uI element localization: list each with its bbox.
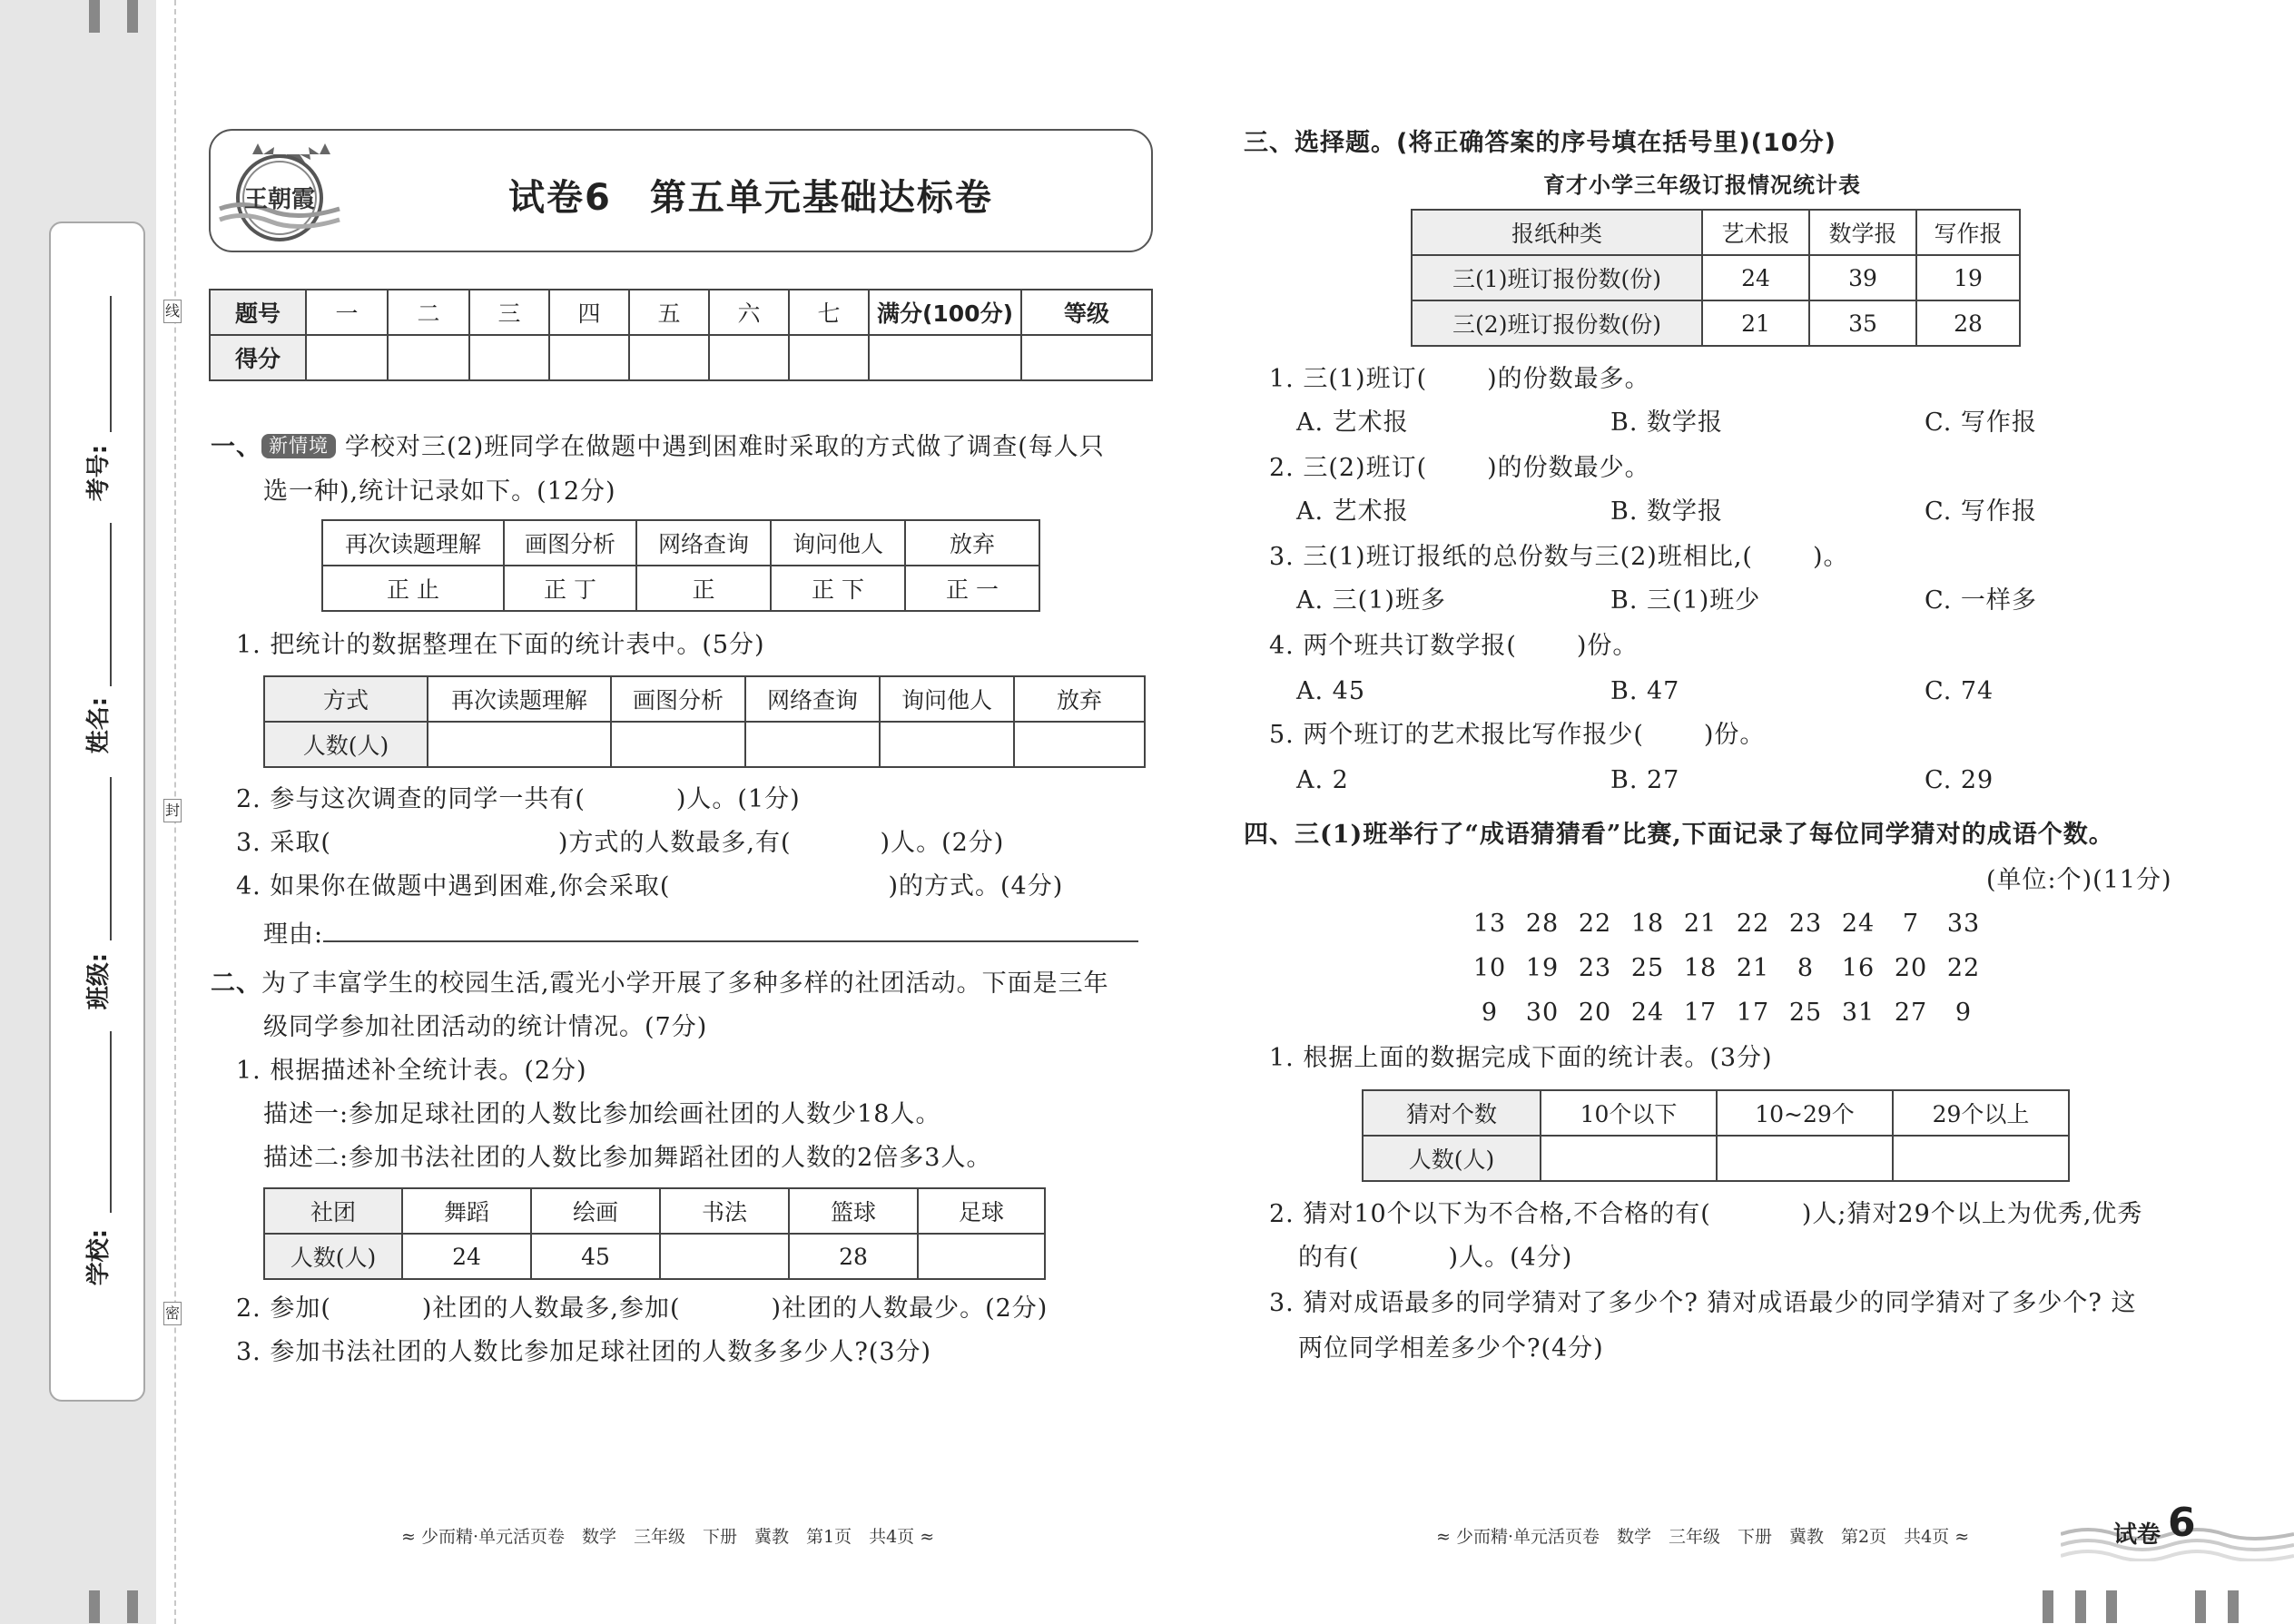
- newspaper-value: 24: [1702, 255, 1809, 300]
- option-a[interactable]: A. 艺术报: [1296, 408, 1409, 437]
- data-value: 27: [1894, 999, 1928, 1027]
- data-value: 24: [1630, 999, 1665, 1027]
- tally-header: 再次读题理解: [322, 520, 504, 566]
- newspaper-value: 39: [1809, 255, 1916, 300]
- option-a[interactable]: A. 45: [1296, 677, 1366, 705]
- cut-mark-line: 线: [163, 300, 182, 323]
- q2-desc1: 描述一:参加足球社团的人数比参加绘画社团的人数少18人。: [263, 1100, 941, 1128]
- q2-sub2: 2. 参加( )社团的人数最多,参加( )社团的人数最少。(2分): [236, 1294, 1049, 1323]
- data-value: 22: [1736, 910, 1770, 938]
- q1-line2: 选一种),统计记录如下。(12分): [263, 477, 616, 506]
- reason-line[interactable]: [323, 919, 1138, 942]
- page-title: 试卷6 第五单元基础达标卷: [508, 177, 993, 219]
- name-label: 姓名:: [85, 696, 113, 754]
- q1-sub3: 3. 采取( )方式的人数最多,有( )人。(2分): [236, 829, 1005, 857]
- data-value: 25: [1630, 954, 1665, 982]
- newspaper-value: 35: [1809, 300, 1916, 346]
- idiom-row-label: 人数(人): [1363, 1136, 1541, 1181]
- score-header-cell: 一: [306, 290, 388, 335]
- newspaper-value: 19: [1916, 255, 2020, 300]
- class-label: 班级:: [85, 952, 113, 1010]
- page-tick: [2075, 1590, 2086, 1623]
- score-cell[interactable]: [709, 335, 789, 380]
- data-row: [1463, 1000, 1990, 1025]
- data-value: 21: [1736, 954, 1770, 982]
- data-value: 21: [1683, 910, 1718, 938]
- q4-sub3-line1: 3. 猜对成语最多的同学猜对了多少个? 猜对成语最少的同学猜对了多少个? 这: [1269, 1289, 2137, 1317]
- club-table: [263, 1187, 1046, 1280]
- score-header-cell: 题号: [210, 290, 306, 335]
- footer-right: ≈ 少而精·单元活页卷 数学 三年级 下册 冀教 第2页 共4页 ≈: [1436, 1527, 1970, 1547]
- club-row-label: 人数(人): [264, 1234, 402, 1279]
- score-cell[interactable]: [549, 335, 629, 380]
- cut-mark-secret: 密: [163, 1302, 182, 1325]
- idiom-header: 29个以上: [1893, 1090, 2069, 1136]
- newspaper-value: 28: [1916, 300, 2020, 346]
- data-value: 23: [1788, 910, 1823, 938]
- school-line[interactable]: [110, 1031, 112, 1213]
- tally-header: 询问他人: [771, 520, 905, 566]
- option-b[interactable]: B. 数学报: [1610, 497, 1724, 526]
- score-cell[interactable]: [388, 335, 469, 380]
- q3-item2-stem: 2. 三(2)班订( )的份数最少。: [1269, 454, 1650, 482]
- q3-item5-stem: 5. 两个班订的艺术报比写作报少( )份。: [1269, 721, 1766, 749]
- answer-cell[interactable]: [428, 722, 611, 767]
- q1-text: 学校对三(2)班同学在做题中遇到困难时采取的方式做了调查(每人只: [345, 433, 1105, 461]
- data-value: 8: [1797, 954, 1815, 982]
- tally-table: [321, 519, 1040, 612]
- score-header-cell: 六: [709, 290, 789, 335]
- q2-number: 二、: [211, 969, 261, 998]
- cut-mark-seal: 封: [163, 799, 182, 822]
- q4-sub2-line2: 的有( )人。(4分): [1298, 1244, 1573, 1272]
- page-tick: [2195, 1590, 2206, 1623]
- data-value: 9: [1481, 999, 1499, 1027]
- data-value: 28: [1525, 910, 1560, 938]
- score-cell[interactable]: [306, 335, 388, 380]
- score-header-cell: 三: [469, 290, 549, 335]
- q2-desc2: 描述二:参加书法社团的人数比参加舞蹈社团的人数的2倍多3人。: [263, 1144, 992, 1172]
- stat-header: 网络查询: [745, 676, 880, 722]
- page-tick: [89, 0, 100, 33]
- answer-cell[interactable]: [880, 722, 1014, 767]
- page-tick: [2106, 1590, 2117, 1623]
- answer-cell[interactable]: [1893, 1136, 2069, 1181]
- q2-sub1: 1. 根据描述补全统计表。(2分): [236, 1057, 587, 1085]
- newspaper-value: 21: [1702, 300, 1809, 346]
- page-tick: [2228, 1590, 2239, 1623]
- school-label: 学校:: [85, 1228, 113, 1286]
- answer-cell[interactable]: [745, 722, 880, 767]
- q3-heading: 三、选择题。(将正确答案的序号填在括号里)(10分): [1244, 129, 1836, 157]
- data-value: 7: [1902, 910, 1920, 938]
- club-header: 舞蹈: [402, 1188, 531, 1234]
- q4-sub2-line1: 2. 猜对10个以下为不合格,不合格的有( )人;猜对29个以上为优秀,优秀: [1269, 1200, 2143, 1228]
- page-tick: [127, 1590, 138, 1623]
- score-cell[interactable]: [469, 335, 549, 380]
- score-header-cell: 满分(100分): [869, 290, 1021, 335]
- option-a[interactable]: A. 三(1)班多: [1296, 586, 1446, 615]
- tally-mark: 正 下: [771, 566, 905, 611]
- q4-sub1: 1. 根据上面的数据完成下面的统计表。(3分): [1269, 1044, 1773, 1072]
- svg-text:王朝霞: 王朝霞: [243, 186, 316, 213]
- name-line[interactable]: [110, 523, 112, 686]
- data-value: 30: [1525, 999, 1560, 1027]
- answer-cell[interactable]: [660, 1234, 789, 1279]
- data-row: [1463, 956, 1990, 980]
- newspaper-header: 数学报: [1809, 210, 1916, 255]
- q1-number: 一、: [211, 433, 261, 461]
- q3-item4-stem: 4. 两个班共订数学报( )份。: [1269, 632, 1639, 660]
- option-b[interactable]: B. 数学报: [1610, 408, 1724, 437]
- data-value: 25: [1788, 999, 1823, 1027]
- answer-cell[interactable]: [1717, 1136, 1893, 1181]
- score-header-cell: 二: [388, 290, 469, 335]
- data-value: 23: [1578, 954, 1612, 982]
- new-context-badge: 新情境: [261, 434, 336, 458]
- option-c[interactable]: C. 一样多: [1925, 586, 2037, 615]
- club-value: 45: [531, 1234, 660, 1279]
- q3-item3-stem: 3. 三(1)班订报纸的总份数与三(2)班相比,( )。: [1269, 543, 1849, 571]
- score-header-cell: 七: [789, 290, 869, 335]
- club-header: 绘画: [531, 1188, 660, 1234]
- data-value: 17: [1683, 999, 1718, 1027]
- option-b[interactable]: B. 27: [1610, 766, 1680, 794]
- stat-header: 再次读题理解: [428, 676, 611, 722]
- score-cell[interactable]: [789, 335, 869, 380]
- option-c[interactable]: C. 29: [1925, 766, 1994, 794]
- data-value: 17: [1736, 999, 1770, 1027]
- newspaper-header: 艺术报: [1702, 210, 1809, 255]
- q2-line2: 级同学参加社团活动的统计情况。(7分): [263, 1013, 708, 1041]
- data-row: [1463, 911, 1990, 936]
- q4-sub3-line2: 两位同学相差多少个?(4分): [1298, 1334, 1604, 1363]
- newspaper-header: 报纸种类: [1412, 210, 1702, 255]
- page-tick: [89, 1590, 100, 1623]
- data-value: 20: [1578, 999, 1612, 1027]
- data-value: 31: [1841, 999, 1876, 1027]
- idiom-table: [1362, 1089, 2070, 1182]
- newspaper-row-label: 三(1)班订报份数(份): [1412, 255, 1702, 300]
- option-c[interactable]: C. 74: [1925, 677, 1994, 705]
- q2-line1: 二、为了丰富学生的校园生活,霞光小学开展了多种多样的社团活动。下面是三年: [211, 969, 1109, 998]
- stat-header: 画图分析: [611, 676, 745, 722]
- tally-mark: 正 丁: [504, 566, 636, 611]
- data-value: 18: [1630, 910, 1665, 938]
- tally-mark: 正 一: [905, 566, 1039, 611]
- score-cell[interactable]: [1021, 335, 1152, 380]
- q4-unit: (单位:个)(11分): [1986, 866, 2172, 894]
- score-cell[interactable]: [869, 335, 1021, 380]
- club-header: 书法: [660, 1188, 789, 1234]
- stat-header: 放弃: [1014, 676, 1145, 722]
- idiom-header: 猜对个数: [1363, 1090, 1541, 1136]
- club-value: 28: [789, 1234, 918, 1279]
- exam-number-line[interactable]: [110, 296, 112, 432]
- newspaper-table: [1411, 209, 2021, 347]
- q1-sub4: 4. 如果你在做题中遇到困难,你会采取( )的方式。(4分): [236, 872, 1064, 901]
- data-value: 20: [1894, 954, 1928, 982]
- score-cell[interactable]: [629, 335, 709, 380]
- idiom-header: 10个以下: [1541, 1090, 1717, 1136]
- q1-sub1: 1. 把统计的数据整理在下面的统计表中。(5分): [236, 631, 765, 659]
- q4-heading: 四、三(1)班举行了“成语猜猜看”比赛,下面记录了每位同学猜对的成语个数。: [1244, 821, 2114, 849]
- option-a[interactable]: A. 艺术报: [1296, 497, 1409, 526]
- data-value: 13: [1472, 910, 1507, 938]
- paper-label: 试卷: [2113, 1521, 2161, 1549]
- club-value: 24: [402, 1234, 531, 1279]
- data-value: 22: [1578, 910, 1612, 938]
- q1-sub2: 2. 参与这次调查的同学一共有( )人。(1分): [236, 785, 801, 813]
- brand-logo: [216, 136, 343, 245]
- data-value: 18: [1683, 954, 1718, 982]
- stat-row-label: 人数(人): [264, 722, 428, 767]
- stat-header: 方式: [264, 676, 428, 722]
- q3-item1-stem: 1. 三(1)班订( )的份数最多。: [1269, 365, 1650, 393]
- tally-header: 网络查询: [636, 520, 771, 566]
- data-value: 10: [1472, 954, 1507, 982]
- answer-cell[interactable]: [918, 1234, 1045, 1279]
- club-header: 足球: [918, 1188, 1045, 1234]
- tally-mark: 正 止: [322, 566, 504, 611]
- q1-line1: [211, 434, 1105, 459]
- option-c[interactable]: C. 写作报: [1925, 497, 2037, 526]
- paper-number: 6: [2168, 1500, 2196, 1546]
- option-b[interactable]: B. 47: [1610, 677, 1680, 705]
- q3-table-title: 育才小学三年级订报情况统计表: [1543, 172, 1861, 198]
- stat-header: 询问他人: [880, 676, 1014, 722]
- q1-stat-table: [263, 675, 1146, 768]
- exam-number-label: 考号:: [85, 444, 113, 502]
- score-row-label: 得分: [210, 335, 306, 380]
- data-value: 9: [1954, 999, 1973, 1027]
- option-c[interactable]: C. 写作报: [1925, 408, 2037, 437]
- score-header-cell: 五: [629, 290, 709, 335]
- newspaper-header: 写作报: [1916, 210, 2020, 255]
- score-header-cell: 四: [549, 290, 629, 335]
- tally-header: 放弃: [905, 520, 1039, 566]
- idiom-header: 10~29个: [1717, 1090, 1893, 1136]
- score-table: [209, 289, 1153, 381]
- newspaper-row-label: 三(2)班订报份数(份): [1412, 300, 1702, 346]
- student-info-panel: [49, 221, 145, 1402]
- club-header: 社团: [264, 1188, 402, 1234]
- data-value: 24: [1841, 910, 1876, 938]
- q1-reason: 理由:: [263, 919, 1138, 947]
- option-b[interactable]: B. 三(1)班少: [1610, 586, 1761, 615]
- option-a[interactable]: A. 2: [1296, 766, 1349, 794]
- page-tick: [2043, 1590, 2053, 1623]
- class-line[interactable]: [110, 777, 112, 940]
- q2-sub3: 3. 参加书法社团的人数比参加足球社团的人数多多少人?(3分): [236, 1338, 932, 1366]
- footer-left: ≈ 少而精·单元活页卷 数学 三年级 下册 冀教 第1页 共4页 ≈: [401, 1527, 935, 1547]
- data-value: 33: [1946, 910, 1981, 938]
- score-header-cell: 等级: [1021, 290, 1152, 335]
- answer-cell[interactable]: [1014, 722, 1145, 767]
- data-value: 16: [1841, 954, 1876, 982]
- answer-cell[interactable]: [1541, 1136, 1717, 1181]
- page-tick: [127, 0, 138, 33]
- club-header: 篮球: [789, 1188, 918, 1234]
- tally-header: 画图分析: [504, 520, 636, 566]
- answer-cell[interactable]: [611, 722, 745, 767]
- data-value: 19: [1525, 954, 1560, 982]
- data-value: 22: [1946, 954, 1981, 982]
- tally-mark: 正: [636, 566, 771, 611]
